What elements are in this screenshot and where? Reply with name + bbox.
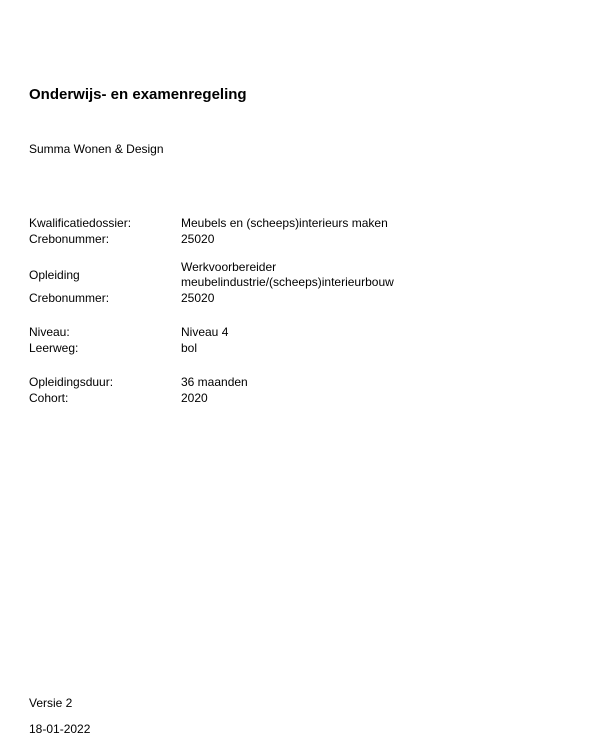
program-crebo-row bbox=[29, 290, 449, 306]
learning-path-value: bol bbox=[181, 340, 198, 355]
cohort-row bbox=[29, 390, 449, 406]
page-title: Onderwijs- en examenregeling bbox=[29, 86, 247, 103]
info-block bbox=[29, 215, 449, 419]
qualification-value: Meubels en (scheeps)interieurs maken bbox=[181, 215, 388, 230]
level-group bbox=[29, 324, 449, 356]
cohort-label: Cohort: bbox=[29, 391, 69, 405]
qualification-row bbox=[29, 215, 449, 231]
crebo-value: 25020 bbox=[181, 231, 215, 246]
duration-value: 36 maanden bbox=[181, 374, 248, 389]
document-date: 18-01-2022 bbox=[29, 722, 91, 736]
duration-row bbox=[29, 374, 449, 390]
crebo-row bbox=[29, 231, 449, 247]
program-group bbox=[29, 260, 449, 306]
duration-group bbox=[29, 374, 449, 406]
program-row bbox=[29, 260, 449, 290]
qualification-label: Kwalificatiedossier: bbox=[29, 216, 132, 230]
learning-path-row bbox=[29, 340, 449, 356]
version-label: Versie 2 bbox=[29, 696, 73, 710]
school-name: Summa Wonen & Design bbox=[29, 142, 164, 156]
cohort-value: 2020 bbox=[181, 390, 208, 405]
qualification-group bbox=[29, 215, 449, 247]
level-row bbox=[29, 324, 449, 340]
level-label: Niveau: bbox=[29, 325, 70, 339]
program-label: Opleiding bbox=[29, 268, 80, 282]
program-crebo-label: Crebonummer: bbox=[29, 291, 110, 305]
level-value: Niveau 4 bbox=[181, 324, 229, 339]
crebo-label: Crebonummer: bbox=[29, 232, 110, 246]
program-crebo-value: 25020 bbox=[181, 290, 215, 305]
duration-label: Opleidingsduur: bbox=[29, 375, 114, 389]
program-value: Werkvoorbereider meubelindustrie/(scheeps)interieurbouw bbox=[181, 260, 394, 289]
learning-path-label: Leerweg: bbox=[29, 341, 79, 355]
